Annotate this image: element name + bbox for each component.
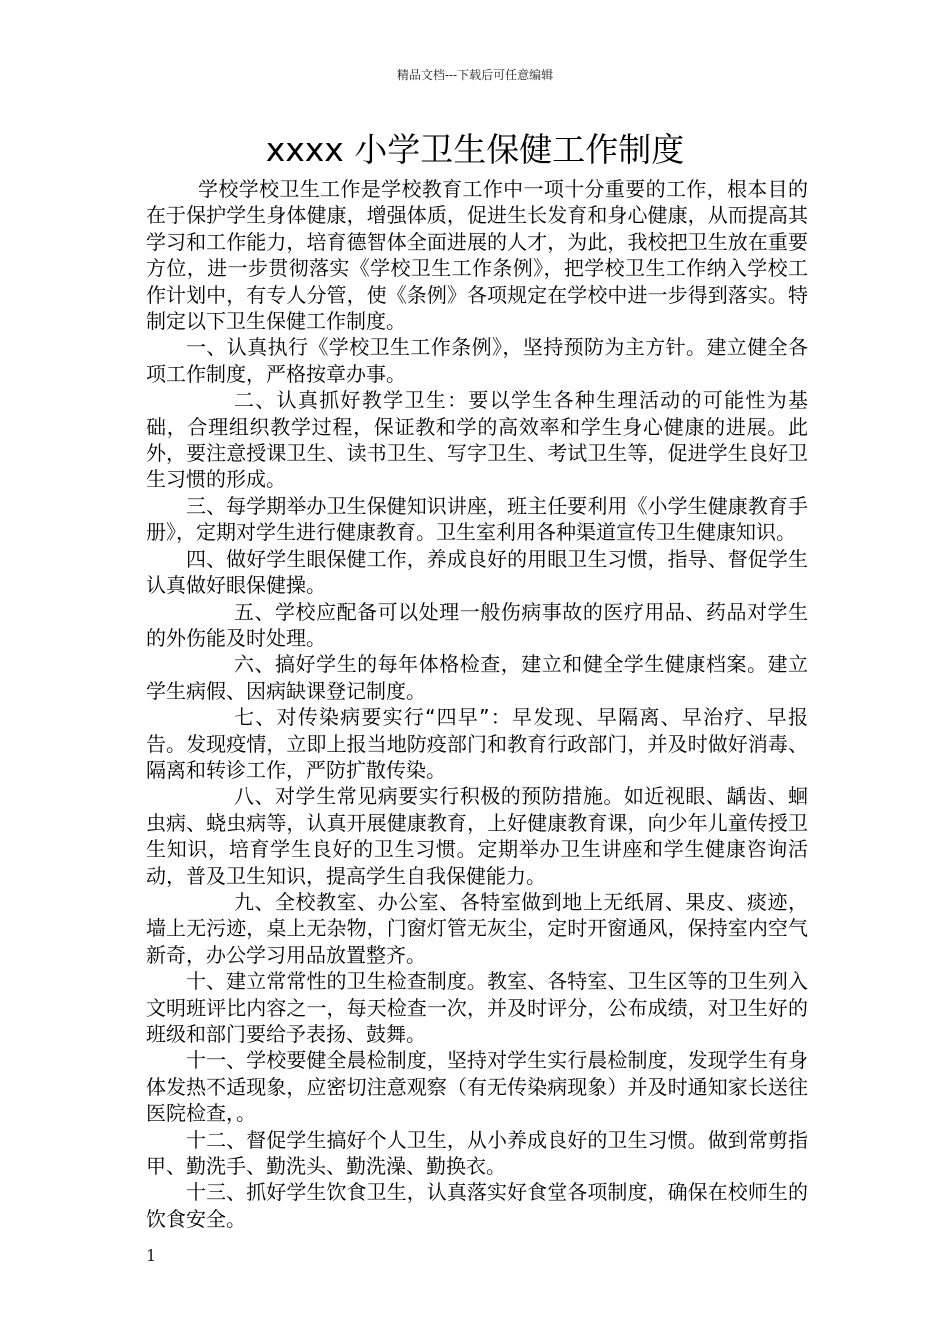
paragraph-3: 三、每学期举办卫生保健知识讲座，班主任要利用《小学生健康教育手册》，定期对学生进行健康教育。卫生室利用各种渠道宣传卫生健康知识。 [146,493,808,545]
paragraph-12: 十二、督促学生搞好个人卫生，从小养成良好的卫生习惯。做到常剪指甲、勤洗手、勤洗头、勤洗澡、勤换衣。 [146,1127,808,1179]
paragraph-8: 八、对学生常见病要实行积极的预防措施。如近视眼、龋齿、蛔虫病、蛲虫病等，认真开展健康教育，上好健康教育课，向少年儿童传授卫生知识，培育学生良好的卫生习惯。定期举办卫生讲座和学生健康咨询活动，普及卫生知识，提高学生自我保健能力。 [146,784,808,888]
paragraph-6: 六、搞好学生的每年体格检查，建立和健全学生健康档案。建立学生病假、因病缺课登记制度。 [146,652,808,703]
paragraph-4: 四、做好学生眼保健工作，养成良好的用眼卫生习惯，指导、督促学生认真做好眼保健操。 [146,546,808,598]
document-title: xxxx 小学卫生保健工作制度 [265,130,685,169]
paragraph-11: 十一、学校要健全晨检制度，坚持对学生实行晨检制度，发现学生有身体发热不适现象，应密切注意观察（有无传染病现象）并及时通知家长送往医院检查，。 [146,1048,808,1126]
paragraph-intro: 学校学校卫生工作是学校教育工作中一项十分重要的工作，根本目的在于保护学生身体健康，增强体质，促进生长发育和身心健康，从而提高其学习和工作能力，培育德智体全面进展的人才，为此，我校把卫生放在重要方位，进一步贯彻落实《学校卫生工作条例》，把学校卫生工作纳入学校工作计划中，有专人分管，使《条例》各项规定在学校中进一步得到落实。特制定以下卫生保健工作制度。 [146,177,808,334]
document-body [146,176,808,1232]
page-header: 精品文档---下载后可任意编辑 [396,68,554,82]
paragraph-1: 一、认真执行《学校卫生工作条例》，坚持预防为主方针。建立健全各项工作制度，严格按章办事。 [146,335,808,386]
paragraph-13: 十三、抓好学生饮食卫生，认真落实好食堂各项制度，确保在校师生的饮食安全。 [146,1180,808,1231]
paragraph-10: 十、建立常常性的卫生检查制度。教室、各特室、卫生区等的卫生列入文明班评比内容之一，每天检查一次，并及时评分，公布成绩，对卫生好的班级和部门要给予表扬、鼓舞。 [146,969,808,1046]
paragraph-2: 二、认真抓好教学卫生：要以学生各种生理活动的可能性为基础，合理组织教学过程，保证教和学的高效率和学生身心健康的进展。此外，要注意授课卫生、读书卫生、写字卫生、考试卫生等，促进学生良好卫生习惯的形成。 [146,388,808,492]
page-number: 1 [146,1246,157,1265]
paragraph-9: 九、全校教室、办公室、各特室做到地上无纸屑、果皮、痰迹，墙上无污迹，桌上无杂物，门窗灯管无灰尘，定时开窗通风，保持室内空气新奇，办公学习用品放置整齐。 [146,889,808,967]
paragraph-5: 五、学校应配备可以处理一般伤病事故的医疗用品、药品对学生的外伤能及时处理。 [146,599,808,650]
paragraph-7: 七、对传染病要实行“四早”：早发现、早隔离、早治疗、早报告。发现疫情，立即上报当地防疫部门和教育行政部门，并及时做好消毒、隔离和转诊工作，严防扩散传染。 [146,705,808,782]
